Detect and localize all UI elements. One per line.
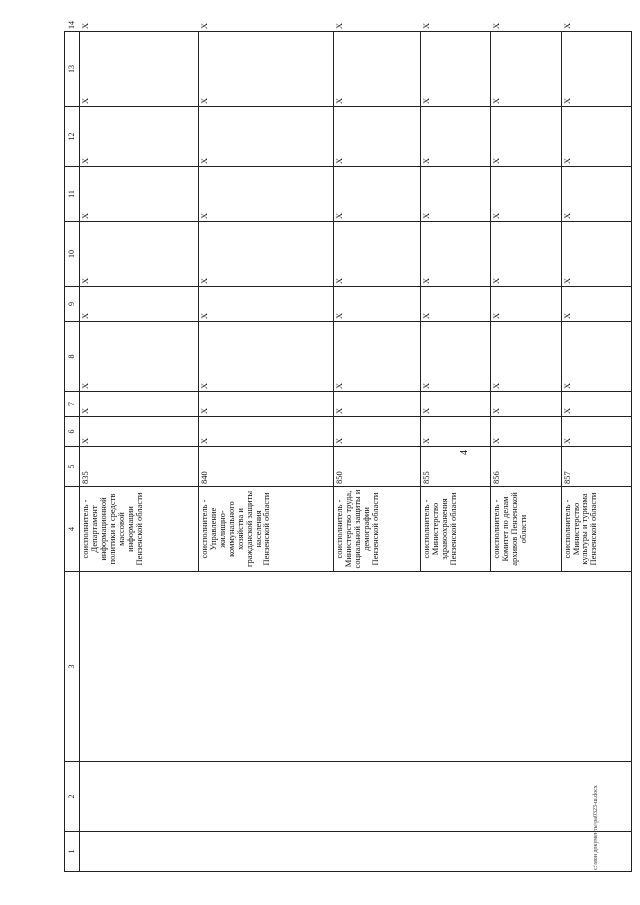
x-cell: X: [334, 287, 421, 322]
executor-cell: соисполнитель - Комитет по делам архивов Пензенской области: [491, 487, 561, 572]
column-header: 6: [65, 417, 80, 447]
executor-cell: соисполнитель - Управление жилищно-коммунального хозяйства и гражданской защиты населения Пензенской области: [199, 487, 334, 572]
x-cell: X: [334, 417, 421, 447]
table-row: соисполнитель - Министерство труда, социальной защиты и демографии Пензенской области 850 X X X X X X X X X: [334, 32, 421, 872]
x-cell: X: [334, 32, 421, 107]
x-cell: X: [334, 167, 421, 222]
column-header: 5: [65, 447, 80, 487]
table-row: соисполнитель - Министерство здравоохранения Пензенской области 855 X X X X X X X X X: [420, 32, 490, 872]
x-cell: X: [420, 322, 490, 392]
column-header: 4: [65, 487, 80, 572]
column-header: 10: [65, 222, 80, 287]
rotated-table-wrapper: [64, 21, 632, 872]
x-cell: X: [491, 417, 561, 447]
x-cell: X: [199, 222, 334, 287]
column-header: 13: [65, 32, 80, 107]
table-row: соисполнитель - Департамент информационной политики и средств массовой информации Пензенской области 835 X X X X X X X X X: [80, 32, 199, 872]
x-cell: X: [561, 322, 631, 392]
header-row: 1 2 3 4 5 6 7 8 9 10 11 12 13 14: [65, 32, 80, 872]
x-cell: X: [80, 287, 199, 322]
x-cell: X: [80, 417, 199, 447]
x-cell: X: [420, 417, 490, 447]
x-cell: X: [80, 222, 199, 287]
x-cell: X: [199, 417, 334, 447]
x-cell: X: [561, 107, 631, 167]
x-cell: X: [334, 107, 421, 167]
x-cell: X: [199, 107, 334, 167]
x-cell: X: [561, 167, 631, 222]
x-cell: X: [420, 392, 490, 417]
column-header: 7: [65, 392, 80, 417]
x-cell: X: [491, 107, 561, 167]
x-cell: X: [80, 167, 199, 222]
code-cell: 857: [561, 447, 631, 487]
code-cell: 835: [80, 447, 199, 487]
x-cell: X: [420, 222, 490, 287]
x-cell: X: [334, 222, 421, 287]
column-header: 9: [65, 287, 80, 322]
cell-col1: [80, 832, 632, 872]
page-number: 4: [459, 450, 470, 455]
x-cell: X: [420, 107, 490, 167]
x-cell: X: [561, 287, 631, 322]
x-cell: X: [80, 392, 199, 417]
x-cell: X: [199, 392, 334, 417]
x-cell: X: [199, 287, 334, 322]
x-cell: X: [420, 167, 490, 222]
x-cell: X: [334, 322, 421, 392]
x-cell: X: [561, 32, 631, 107]
x-cell: X: [491, 167, 561, 222]
code-cell: 850: [334, 447, 421, 487]
executor-cell: соисполнитель - Министерство культуры и туризма Пензенской области: [561, 487, 631, 572]
table-row: соисполнитель - Комитет по делам архивов Пензенской области 856 X X X X X X X X X: [491, 32, 561, 872]
file-path-footer: c:\мои документы\ра0323-ш.docx: [593, 785, 599, 870]
code-cell: 856: [491, 447, 561, 487]
executor-cell: соисполнитель - Департамент информационной политики и средств массовой информации Пензенской области: [80, 487, 199, 572]
x-cell: X: [80, 107, 199, 167]
column-header: 3: [65, 572, 80, 762]
budget-table: [64, 21, 632, 872]
x-cell: X: [561, 222, 631, 287]
x-cell: X: [491, 322, 561, 392]
x-cell: X: [491, 32, 561, 107]
x-cell: X: [491, 222, 561, 287]
column-header: 1: [65, 832, 80, 872]
cell-col3: [80, 572, 632, 762]
column-header: 2: [65, 762, 80, 832]
x-cell: X: [561, 392, 631, 417]
table-row: соисполнитель - Управление жилищно-коммунального хозяйства и гражданской защиты населения Пензенской области 840 X X X X X X X X X: [199, 32, 334, 872]
x-cell: X: [420, 32, 490, 107]
table-row: соисполнитель - Министерство культуры и туризма Пензенской области 857 X X X X X X X X X: [561, 32, 631, 872]
x-cell: X: [491, 287, 561, 322]
x-cell: X: [561, 417, 631, 447]
cell-col2: [80, 762, 632, 832]
code-cell: 855: [420, 447, 490, 487]
x-cell: X: [199, 167, 334, 222]
code-cell: 840: [199, 447, 334, 487]
x-cell: X: [199, 32, 334, 107]
x-cell: X: [80, 32, 199, 107]
x-cell: X: [491, 392, 561, 417]
column-header: 11: [65, 167, 80, 222]
column-header: 12: [65, 107, 80, 167]
x-cell: X: [199, 322, 334, 392]
x-cell: X: [80, 322, 199, 392]
x-cell: X: [420, 287, 490, 322]
executor-cell: соисполнитель - Министерство здравоохранения Пензенской области: [420, 487, 490, 572]
x-cell: X: [334, 392, 421, 417]
column-header: 8: [65, 322, 80, 392]
executor-cell: соисполнитель - Министерство труда, социальной защиты и демографии Пензенской области: [334, 487, 421, 572]
